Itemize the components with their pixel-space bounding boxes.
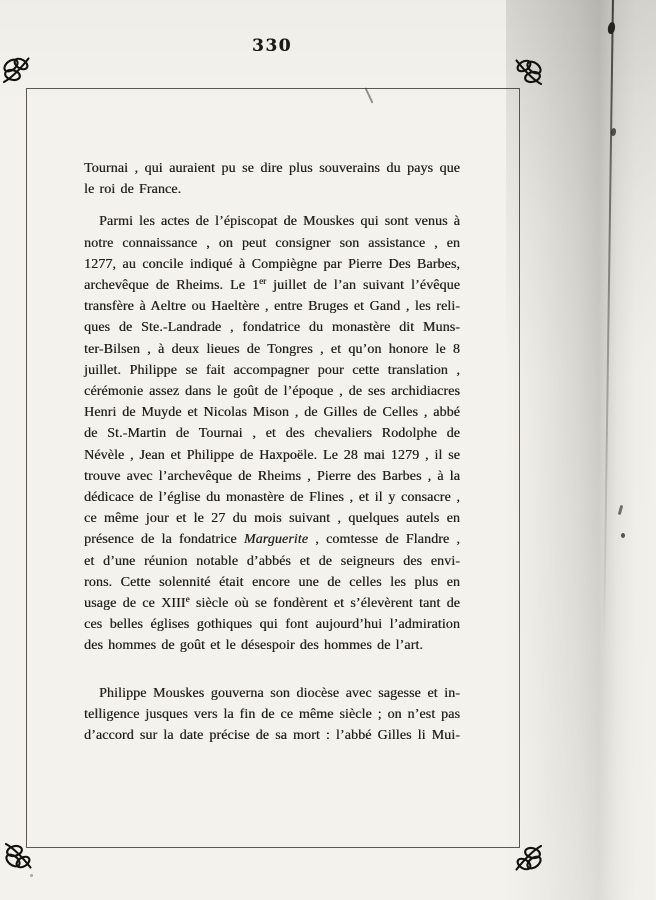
text-line: trouve avec l’archevêque de Rheims , Pierre des Barbes , à la xyxy=(84,468,460,484)
text-line: Névèle , Jean et Philippe de Haxpoële. Le 28 mai 1279 , il se xyxy=(84,447,460,463)
text-line: juillet. Philippe se fait accompagner pour cette translation , xyxy=(84,362,460,378)
page-edge-shadow xyxy=(506,0,656,900)
text-line: 1277, au concile indiqué à Compiègne par Pierre Des Barbes, xyxy=(84,256,460,272)
paragraph xyxy=(84,158,460,200)
fleuron-top-left-icon xyxy=(1,56,32,85)
text-line: ques de Ste.-Landrade , fondatrice du monastère dit Muns- xyxy=(84,320,460,336)
page-number: 330 xyxy=(252,36,292,56)
text-line: dédicace de l’église du monastère de Flines , et il y consacre , xyxy=(84,490,460,506)
text-line: ce même jour et le 27 du mois suivant , quelques autels en xyxy=(84,511,460,527)
text-line: Philippe Mouskes gouverna son diocèse avec sagesse et in- xyxy=(99,685,460,701)
text-line: ces belles églises gothiques qui font aujourd’hui l’admiration xyxy=(84,617,460,633)
text-block xyxy=(84,158,460,746)
text-line: présence de la fondatrice Marguerite , comtesse de Flandre , xyxy=(84,532,460,548)
text-line: Tournai , qui auraient pu se dire plus souverains du pays que xyxy=(84,161,460,176)
text-line: cérémonie assez dans le goût de l’époque , de ses archidiacres xyxy=(84,384,460,400)
text-line: le roi de France. xyxy=(84,182,182,198)
text-line: telligence jusques vers la fin de ce même siècle ; on n’est pas xyxy=(84,706,460,722)
text-line: des hommes de goût et le désespoir des hommes de l’art. xyxy=(84,638,423,654)
text-line: notre connaissance , on peut consigner son assistance , en xyxy=(84,235,460,251)
text-line: archevêque de Rheims. Le 1er juillet de l’an suivant l’évêque xyxy=(84,276,461,294)
scan-speck xyxy=(30,874,33,877)
paragraph xyxy=(84,211,460,656)
fleuron-top-right-icon xyxy=(513,58,544,87)
text-line: transfère à Aeltre ou Haeltère , entre Bruges et Gand , les reli- xyxy=(84,299,460,315)
text-line: rons. Cette solennité était encore une de celles les plus en xyxy=(84,574,460,590)
fleuron-bottom-left-icon xyxy=(3,841,34,870)
paragraph xyxy=(84,683,460,747)
text-line: Parmi les actes de l’épiscopat de Mouskes qui sont venus à xyxy=(99,214,460,230)
text-line: ter-Bilsen , à deux lieues de Tongres , et qu’on honore le 8 xyxy=(84,341,460,357)
scan-speck xyxy=(621,533,625,538)
fleuron-bottom-right-icon xyxy=(513,843,544,872)
text-line: usage de ce XIIIe siècle où se fondèrent et s’élevèrent tant de xyxy=(84,594,461,612)
text-line: et d’une réunion notable d’abbés et de seigneurs des envi- xyxy=(84,553,460,569)
text-line: d’accord sur la date précise de sa mort : l’abbé Gilles li Mui- xyxy=(84,728,460,744)
text-line: de St.-Martin de Tournai , et des chevaliers Rodolphe de xyxy=(84,426,460,442)
text-line: Henri de Muyde et Nicolas Mison , de Gilles de Celles , abbé xyxy=(84,405,460,421)
